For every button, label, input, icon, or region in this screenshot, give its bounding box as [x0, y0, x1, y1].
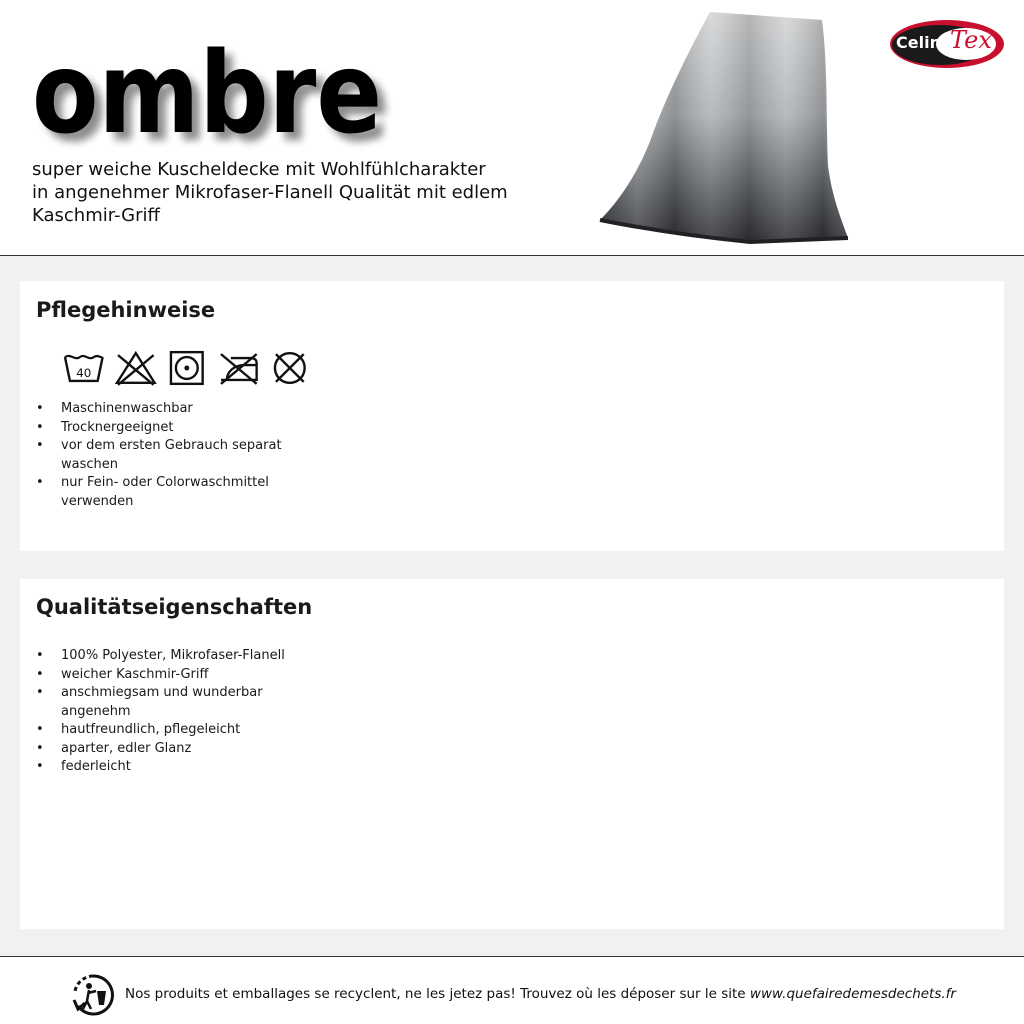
- list-item: • 100% Polyester, Mikrofaser-Flanell: [36, 647, 336, 666]
- no-bleach-icon: [114, 349, 158, 387]
- recycling-text: Nos produits et emballages se recyclent, ne les jetez pas! Trouvez où les déposer sur le site: [125, 986, 746, 1002]
- subtitle-line: Kaschmir-Griff: [32, 205, 160, 226]
- care-title: Pflegehinweise: [36, 298, 216, 322]
- logo-text-celina: Celina: [896, 33, 952, 52]
- no-iron-icon: [217, 349, 261, 387]
- care-instructions-panel: [20, 281, 1004, 551]
- celinatex-logo: [888, 18, 1006, 70]
- list-item: • Trocknergeeignet: [36, 419, 336, 438]
- recycling-notice: [125, 986, 956, 1002]
- footer: [0, 956, 1024, 1024]
- blanket-product-image: [590, 6, 860, 246]
- list-item: • aparter, edler Glanz: [36, 740, 336, 759]
- recycling-link[interactable]: www.quefairedemesdechets.fr: [749, 986, 956, 1002]
- quality-title: Qualitätseigenschaften: [36, 595, 313, 619]
- list-item: • hautfreundlich, pflegeleicht: [36, 721, 336, 740]
- wash-temperature: 40: [76, 365, 92, 380]
- brand-word-text: ombre: [32, 29, 382, 159]
- wash-40-icon: [62, 349, 106, 387]
- header: [0, 0, 1024, 256]
- recycle-icon: [70, 973, 116, 1017]
- list-item: • anschmiegsam und wunderbar angenehm: [36, 684, 336, 721]
- list-item: • weicher Kaschmir-Griff: [36, 666, 336, 685]
- logo-text-tex: Tex: [950, 26, 992, 54]
- quality-list: [36, 647, 336, 777]
- list-item: • vor dem ersten Gebrauch separat waschen: [36, 437, 336, 474]
- brand-wordmark: [30, 20, 410, 160]
- care-list: [36, 400, 336, 511]
- list-item: • federleicht: [36, 758, 336, 777]
- no-dry-clean-icon: [268, 349, 312, 387]
- care-symbols: [62, 349, 312, 389]
- subtitle-line: super weiche Kuscheldecke mit Wohlfühlcharakter: [32, 159, 486, 180]
- main-content: [0, 256, 1024, 956]
- quality-properties-panel: [20, 579, 1004, 929]
- list-item: • Maschinenwaschbar: [36, 400, 336, 419]
- list-item: • nur Fein- oder Colorwaschmittel verwenden: [36, 474, 336, 511]
- tumble-dry-icon: [165, 349, 209, 387]
- product-subtitle: [32, 158, 592, 227]
- subtitle-line: in angenehmer Mikrofaser-Flanell Qualität mit edlem: [32, 182, 508, 203]
